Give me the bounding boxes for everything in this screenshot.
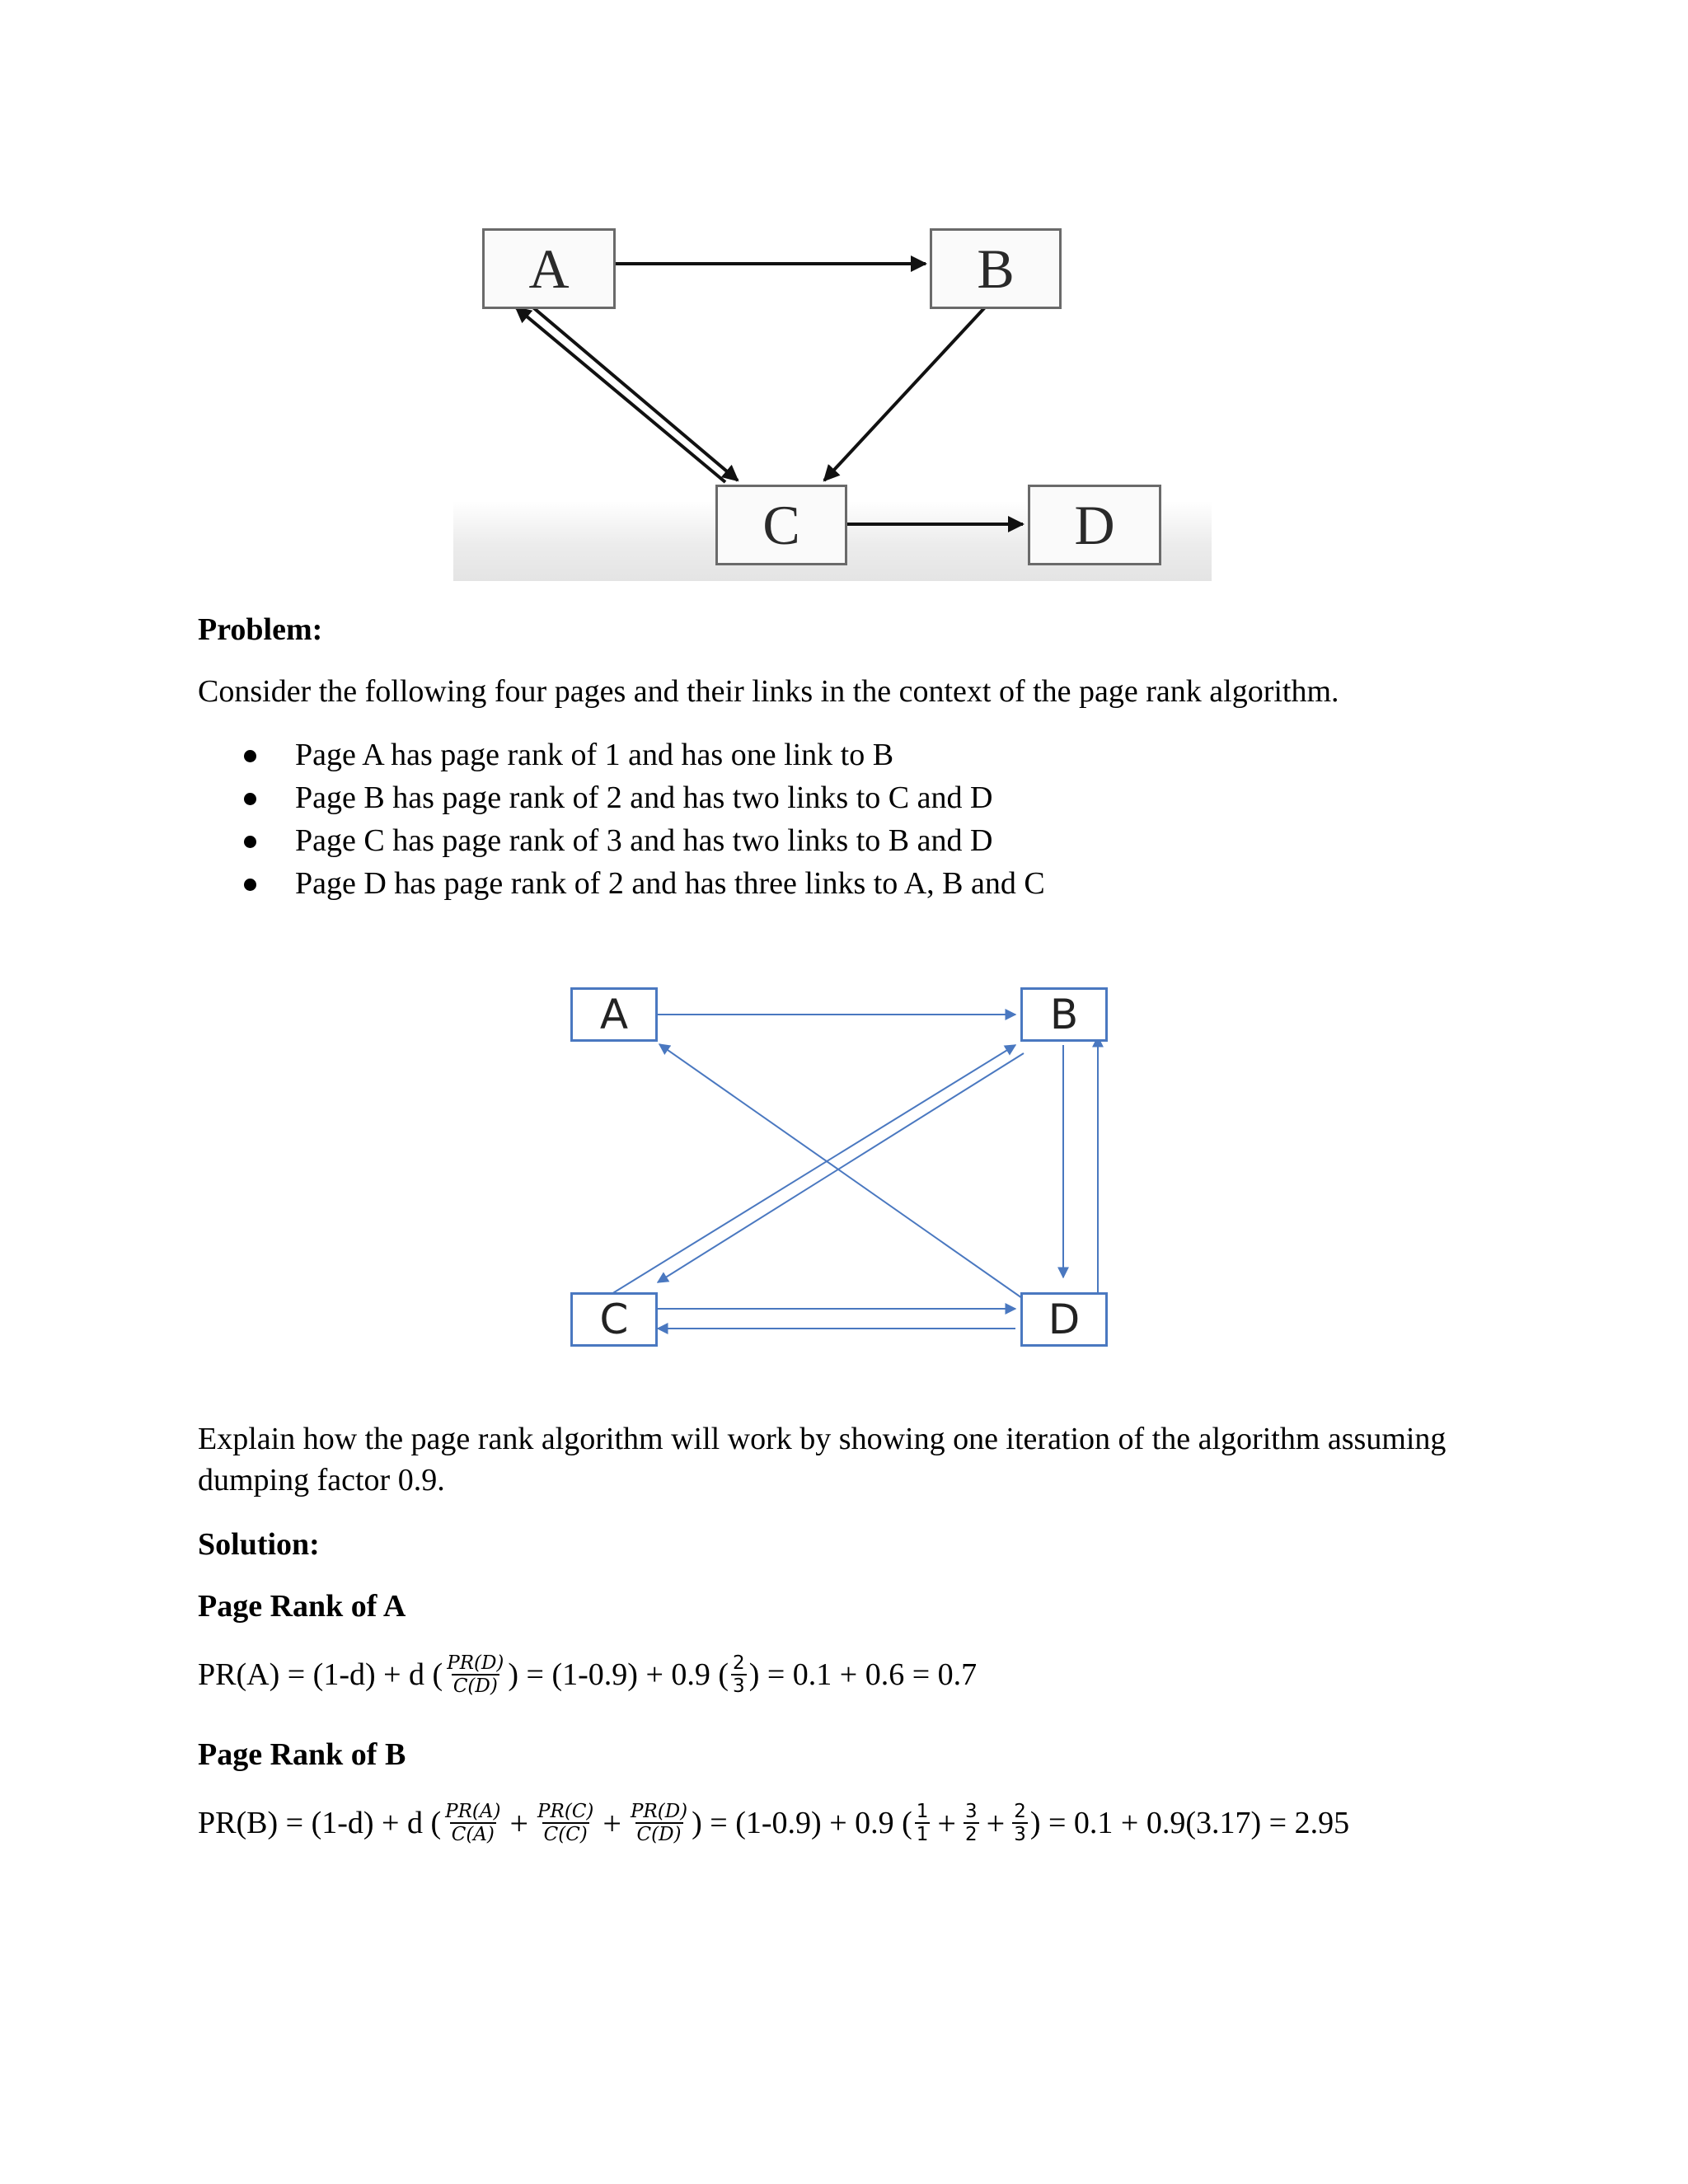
pra-rhs: ) = 0.1 + 0.6 = 0.7 — [748, 1657, 978, 1692]
fraction-denominator: 1 — [916, 1824, 929, 1845]
fraction-denominator: 3 — [1014, 1824, 1026, 1845]
list-item: Page C has page rank of 3 and has two links to B and D — [239, 819, 1045, 862]
fraction-numerator: 2 — [733, 1652, 745, 1674]
pra-heading: Page Rank of A — [198, 1589, 406, 1624]
fraction-numerator: 3 — [964, 1801, 978, 1822]
node-c: C — [715, 485, 847, 565]
fraction-denominator: C(D) — [636, 1824, 682, 1845]
plus-sign: + — [509, 1804, 529, 1842]
pra-lhs: PR(A) = (1-d) + d ( — [198, 1657, 443, 1692]
node-a: A — [482, 228, 616, 309]
node-a: A — [570, 987, 658, 1042]
fraction — [443, 1801, 502, 1845]
fraction-numerator: PR(D) — [630, 1801, 688, 1822]
edge-c-b — [612, 1045, 1015, 1294]
list-item: Page A has page rank of 1 and has one link to B — [239, 733, 1045, 776]
fraction-denominator: C(C) — [543, 1824, 588, 1845]
diagram-2 — [560, 972, 1121, 1360]
list-item: Page D has page rank of 2 and has three links to A, B and C — [239, 862, 1045, 905]
fraction-denominator: C(D) — [452, 1675, 498, 1697]
fraction — [629, 1801, 689, 1845]
fraction-numerator: PR(C) — [537, 1801, 594, 1822]
fraction-denominator: C(A) — [451, 1824, 495, 1845]
fraction — [1012, 1801, 1028, 1845]
plus-sign: + — [986, 1804, 1006, 1842]
prb-lhs: PR(B) = (1-d) + d ( — [198, 1806, 442, 1840]
fraction-denominator: 3 — [733, 1675, 745, 1697]
node-d: D — [1020, 1292, 1108, 1347]
node-d: D — [1028, 485, 1161, 565]
page-list — [239, 733, 1045, 905]
pra-mid: ) = (1-0.9) + 0.9 ( — [508, 1657, 729, 1692]
fraction — [964, 1801, 979, 1845]
edge-d-a — [659, 1044, 1022, 1298]
diagram-1 — [453, 218, 1212, 581]
fraction — [536, 1801, 595, 1845]
solution-heading: Solution: — [198, 1527, 320, 1562]
fraction — [915, 1801, 931, 1845]
prb-rhs: ) = 0.1 + 0.9(3.17) = 2.95 — [1029, 1806, 1350, 1840]
node-b: B — [1020, 987, 1108, 1042]
pra-equation — [198, 1652, 977, 1697]
node-c: C — [570, 1292, 658, 1347]
fraction-numerator: PR(A) — [445, 1801, 501, 1822]
prb-mid: ) = (1-0.9) + 0.9 ( — [692, 1806, 912, 1840]
problem-intro: Consider the following four pages and their links in the context of the page rank algorithm. — [198, 674, 1339, 709]
plus-sign: + — [603, 1804, 621, 1842]
prb-equation — [198, 1801, 1349, 1845]
problem-heading: Problem: — [198, 612, 323, 647]
fraction-numerator: 1 — [916, 1801, 929, 1822]
list-item: Page B has page rank of 2 and has two links to C and D — [239, 776, 1045, 819]
fraction-numerator: PR(D) — [447, 1652, 504, 1674]
node-b: B — [930, 228, 1062, 309]
question-line-1: Explain how the page rank algorithm will work by showing one iteration of the algorithm assuming — [198, 1422, 1447, 1456]
question-line-2: dumping factor 0.9. — [198, 1463, 445, 1497]
fraction-denominator: 2 — [964, 1824, 978, 1845]
plus-sign: + — [937, 1804, 956, 1842]
edge-b-c — [658, 1053, 1024, 1282]
fraction — [445, 1652, 505, 1697]
fraction — [731, 1652, 747, 1697]
fraction-numerator: 2 — [1014, 1801, 1026, 1822]
prb-heading: Page Rank of B — [198, 1737, 406, 1772]
